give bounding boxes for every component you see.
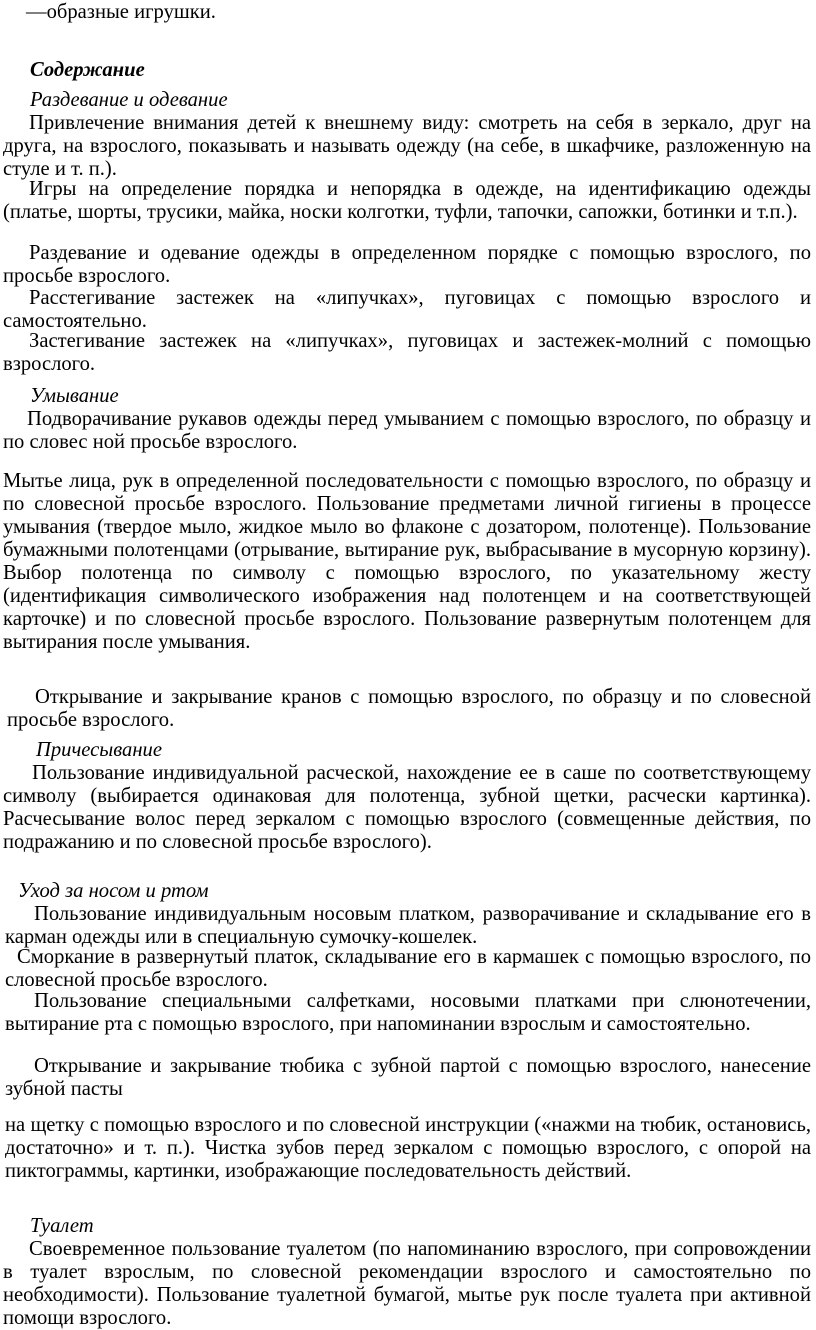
paragraph: Раздевание и одевание одежды в определенном порядке с помощью взрослого, по просьбе взрослого. bbox=[3, 242, 811, 287]
paragraph: Расстегивание застежек на «липучках», пуговицах с помощью взрослого и самостоятельно. bbox=[3, 287, 811, 332]
paragraph: Открывание и закрывание кранов с помощью взрослого, по образцу и по словесной просьбе взрослого. bbox=[7, 686, 811, 731]
page-heading: Содержание bbox=[30, 59, 145, 81]
section-title-dressing: Раздевание и одевание bbox=[30, 89, 228, 111]
paragraph: Игры на определение порядка и непорядка в одежде, на идентификацию одежды (платье, шорты, трусики, майка, носки колготки, туфли, тапочки, сапожки, ботинки и т.п.). bbox=[3, 178, 811, 223]
top-fragment: —образные игрушки. bbox=[26, 1, 216, 23]
paragraph: Своевременное пользование туалетом (по напоминанию взрослого, при сопровождении в туалет взрослым, по словесной рекомендации взрослого и самостоятельно по необходимости). Пользование туалетной бумагой, мытье рук после туалета при активной помощи взрослого. bbox=[3, 1238, 811, 1329]
paragraph: Пользование индивидуальной расческой, нахождение ее в саше по соответствующему символу (выбирается одинаковая для полотенца, зубной щетки, расчески картинка). Расчесывание волос перед зеркалом с помощью взрослого (совмещенные действия, по подражанию и по словесной просьбе взрослого). bbox=[3, 762, 811, 853]
paragraph: Привлечение внимания детей к внешнему виду: смотреть на себя в зеркало, друг на друга, на взрослого, показывать и называть одежду (на себе, в шкафчике, разложенную на стуле и т. п.). bbox=[3, 112, 811, 180]
paragraph: Пользование индивидуальным носовым платком, разворачивание и складывание его в карман одежды или в специальную сумочку-кошелек. bbox=[5, 903, 811, 948]
paragraph: Застегивание застежек на «липучках», пуговицах и застежек-молний с помощью взрослого. bbox=[3, 330, 811, 375]
paragraph: на щетку с помощью взрослого и по словесной инструкции («нажми на тюбик, остановись, достаточно» и т. п.). Чистка зубов перед зеркалом с помощью взрослого, с опорой на пиктограммы, картинки, изображающие последовательность действий. bbox=[5, 1114, 811, 1182]
paragraph: Мытье лица, рук в определенной последовательности с помощью взрослого, по образцу и по словесной просьбе взрослого. Пользование предметами личной гигиены в процессе умывания (твердое мыло, жидкое мыло во флаконе с дозатором, полотенце). Пользование бумажными полотенцами (отрывание, вытирание рук, выбрасывание в мусорную корзину). Выбор полотенца по символу с помощью взрослого, по указательному жесту (идентификация символического изображения над полотенцем и на соответствующей карточке) и по словесной просьбе взрослого. Пользование развернутым полотенцем для вытирания после умывания. bbox=[3, 470, 811, 653]
section-title-toilet: Туалет bbox=[30, 1215, 94, 1237]
section-title-washing: Умывание bbox=[30, 385, 119, 407]
paragraph: Сморкание в развернутый платок, складывание его в кармашек с помощью взрослого, по словесной просьбе взрослого. bbox=[5, 946, 811, 991]
paragraph: Открывание и закрывание тюбика с зубной партой с помощью взрослого, нанесение зубной пасты bbox=[5, 1055, 811, 1100]
section-title-combing: Причесывание bbox=[36, 739, 162, 761]
paragraph: Пользование специальными салфетками, носовыми платками при слюнотечении, вытирание рта с помощью взрослого, при напоминании взрослым и самостоятельно. bbox=[5, 990, 811, 1035]
section-title-nose-mouth: Уход за носом и ртом bbox=[18, 880, 209, 902]
paragraph: Подворачивание рукавов одежды перед умыванием с помощью взрослого, по образцу и по словес ной просьбе взрослого. bbox=[3, 408, 811, 453]
